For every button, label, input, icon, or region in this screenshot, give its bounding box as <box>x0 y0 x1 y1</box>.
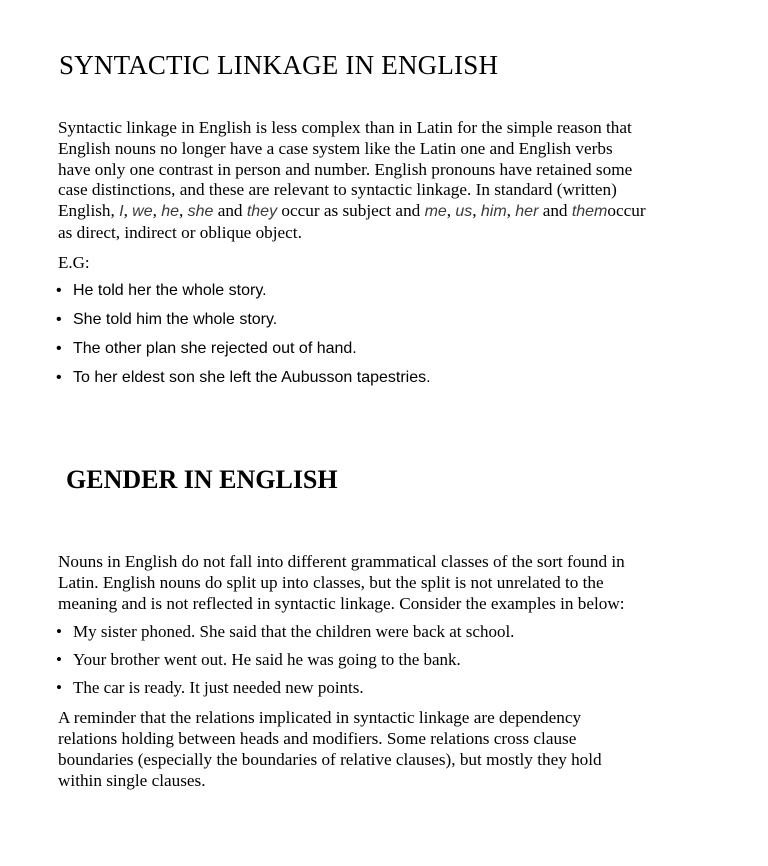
paragraph-line: within single clauses. <box>58 771 206 790</box>
bullet-icon: • <box>56 369 62 386</box>
text-fragment: , <box>446 201 456 221</box>
text-fragment: , <box>472 201 481 221</box>
gender-paragraph <box>58 552 708 614</box>
paragraph-line: Syntactic linkage in English is less complex than in Latin for the simple reason that <box>58 118 632 137</box>
pronoun-we: we <box>132 203 153 221</box>
text-fragment: , <box>179 201 188 221</box>
syntactic-linkage-examples <box>56 281 431 397</box>
list-item <box>56 368 431 397</box>
paragraph-line: case distinctions, and these are relevant to syntactic linkage. In standard (written) <box>58 180 617 200</box>
pronoun-us: us <box>455 203 473 221</box>
pronoun-her: her <box>515 203 539 221</box>
bullet-icon: • <box>56 282 62 299</box>
example-text: Your brother went out. He said he was going to the bank. <box>73 650 461 669</box>
gender-examples <box>56 622 514 706</box>
list-item <box>56 339 431 368</box>
section-title-syntactic-linkage: SYNTACTIC LINKAGE IN ENGLISH <box>59 50 499 80</box>
list-item <box>56 310 431 339</box>
closing-paragraph <box>58 707 708 791</box>
text-fragment: , <box>123 201 133 221</box>
paragraph-line: Latin. English nouns do split up into classes, but the split is not unrelated to the <box>58 572 604 592</box>
paragraph-line: A reminder that the relations implicated in syntactic linkage are dependency <box>58 708 582 727</box>
example-text: She told him the whole story. <box>73 311 278 328</box>
bullet-icon: • <box>56 340 62 357</box>
list-item <box>56 650 514 678</box>
pronoun-me: me <box>424 203 447 221</box>
paragraph-line: English nouns no longer have a case system like the Latin one and English verbs <box>58 138 613 158</box>
text-fragment: occur <box>607 201 646 221</box>
bullet-icon: • <box>56 311 62 328</box>
bullet-icon: • <box>56 678 62 697</box>
paragraph-line: meaning and is not reflected in syntactic linkage. Consider the examples in below: <box>58 593 625 613</box>
pronoun-them: them <box>571 203 608 221</box>
example-text: My sister phoned. She said that the children were back at school. <box>73 622 515 641</box>
syntactic-linkage-paragraph <box>58 118 710 244</box>
example-text: The other plan she rejected out of hand. <box>73 340 357 357</box>
bullet-icon: • <box>56 622 62 641</box>
bullet-icon: • <box>56 650 62 669</box>
text-fragment: and <box>213 201 247 221</box>
paragraph-line-pronouns <box>58 201 710 223</box>
examples-label: E.G: <box>58 253 90 272</box>
text-fragment: and <box>538 201 572 221</box>
text-fragment: occur as subject and <box>277 201 425 221</box>
pronoun-he: he <box>161 203 180 221</box>
pronoun-him: him <box>480 203 507 221</box>
list-item <box>56 622 514 650</box>
paragraph-line: have only one contrast in person and number. English pronouns have retained some <box>58 159 633 179</box>
paragraph-line: boundaries (especially the boundaries of relative clauses), but mostly they hold <box>58 750 602 769</box>
example-text: To her eldest son she left the Aubusson tapestries. <box>73 369 431 386</box>
pronoun-she: she <box>187 203 214 221</box>
text-fragment: English, <box>58 201 120 221</box>
list-item <box>56 281 431 310</box>
pronoun-they: they <box>246 203 278 221</box>
text-fragment: , <box>506 201 516 221</box>
example-text: The car is ready. It just needed new points. <box>73 678 364 697</box>
pronoun-i: I <box>119 203 124 221</box>
paragraph-line: relations holding between heads and modifiers. Some relations cross clause <box>58 729 577 748</box>
section-title-gender: GENDER IN ENGLISH <box>66 465 338 494</box>
example-text: He told her the whole story. <box>73 282 267 299</box>
list-item <box>56 678 514 706</box>
text-fragment: , <box>152 201 162 221</box>
paragraph-line: Nouns in English do not fall into different grammatical classes of the sort found in <box>58 552 625 571</box>
paragraph-line: as direct, indirect or oblique object. <box>58 222 302 242</box>
